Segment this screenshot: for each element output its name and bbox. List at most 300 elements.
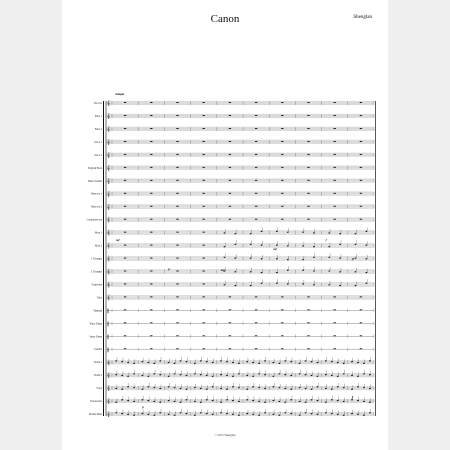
whole-rest [176, 232, 178, 233]
note-head [246, 361, 248, 362]
note-head [200, 360, 202, 361]
staff-label: Piccolo [94, 102, 102, 105]
note-head [325, 374, 327, 375]
whole-rest [124, 102, 126, 103]
note-head [290, 361, 292, 362]
note-head [194, 363, 196, 364]
note-head [206, 389, 208, 390]
note-head [337, 376, 339, 377]
clef-icon: ‖ [107, 307, 110, 314]
whole-rest [176, 284, 178, 285]
note-head [174, 363, 176, 364]
note-head [284, 360, 286, 361]
whole-rest [360, 154, 362, 155]
note-head [258, 401, 260, 402]
whole-rest [203, 193, 205, 194]
note-head [168, 362, 170, 363]
note-head [220, 374, 222, 375]
note-head [272, 400, 274, 401]
note-head [337, 400, 339, 401]
whole-rest [229, 206, 231, 207]
note-head [186, 399, 188, 400]
note-head [212, 362, 214, 363]
whole-rest [176, 335, 178, 336]
note-head [276, 245, 278, 246]
staff-label: Timpani [93, 309, 102, 313]
whole-rest [124, 219, 126, 220]
note-head [369, 360, 371, 361]
whole-rest [360, 193, 362, 194]
whole-rest [176, 115, 178, 116]
note-head [220, 402, 222, 403]
note-head [276, 258, 278, 259]
whole-rest [176, 180, 178, 181]
note-head [115, 388, 117, 389]
note-head [153, 373, 155, 374]
whole-rest [334, 128, 336, 129]
whole-rest [176, 258, 178, 259]
whole-rest [307, 141, 309, 142]
staff-label: Horn 1 [94, 231, 102, 235]
note-head [272, 376, 274, 377]
whole-rest [255, 167, 257, 168]
note-head [186, 413, 188, 414]
whole-rest [229, 141, 231, 142]
whole-rest [203, 219, 205, 220]
note-head [127, 362, 129, 363]
whole-rest [176, 193, 178, 194]
note-head [290, 399, 292, 400]
whole-rest [150, 167, 152, 168]
note-head [153, 363, 155, 364]
whole-rest [124, 284, 126, 285]
whole-rest [203, 284, 205, 285]
whole-rest [150, 284, 152, 285]
whole-rest [150, 258, 152, 259]
note-head [127, 414, 129, 415]
note-head [250, 285, 252, 286]
note-head [305, 374, 307, 375]
note-head [159, 374, 161, 375]
whole-rest [150, 348, 152, 349]
note-head [311, 413, 313, 414]
whole-rest [255, 219, 257, 220]
whole-rest [203, 102, 205, 103]
whole-rest [150, 193, 152, 194]
whole-rest [150, 180, 152, 181]
clef-icon: 𝄞 [107, 372, 110, 379]
whole-rest [360, 348, 362, 349]
note-head [357, 362, 359, 363]
note-head [200, 388, 202, 389]
note-head [121, 413, 123, 414]
note-head [261, 258, 263, 259]
whole-rest [150, 309, 152, 310]
note-head [180, 360, 182, 361]
note-head [287, 270, 289, 271]
note-head [264, 360, 266, 361]
whole-rest [360, 206, 362, 207]
note-head [339, 244, 341, 245]
note-head [121, 399, 123, 400]
note-head [252, 362, 254, 363]
note-head [212, 414, 214, 415]
whole-rest [150, 128, 152, 129]
clef-icon: 𝄞 [107, 126, 110, 133]
note-head [250, 271, 252, 272]
whole-rest [124, 167, 126, 168]
whole-rest [203, 258, 205, 259]
clef-icon: 𝄞 [107, 359, 110, 366]
note-head [278, 415, 280, 416]
whole-rest [203, 348, 205, 349]
whole-rest [150, 141, 152, 142]
note-head [246, 389, 248, 390]
note-head [328, 270, 330, 271]
note-head [313, 270, 315, 271]
note-head [133, 415, 135, 416]
note-head [232, 362, 234, 363]
note-head [272, 362, 274, 363]
whole-rest [307, 102, 309, 103]
note-head [305, 402, 307, 403]
dynamic-marking: f [325, 238, 327, 242]
note-head [127, 386, 129, 387]
whole-rest [150, 232, 152, 233]
whole-rest [124, 309, 126, 310]
whole-rest [203, 206, 205, 207]
whole-rest [229, 309, 231, 310]
clef-icon: 𝄞 [107, 230, 110, 237]
note-head [212, 376, 214, 377]
note-head [127, 376, 129, 377]
note-head [212, 386, 214, 387]
note-head [174, 415, 176, 416]
note-head [325, 360, 327, 361]
note-head [272, 414, 274, 415]
whole-rest [229, 193, 231, 194]
note-head [287, 283, 289, 284]
whole-rest [176, 154, 178, 155]
note-head [328, 284, 330, 285]
note-head [357, 376, 359, 377]
whole-rest [360, 219, 362, 220]
whole-rest [360, 167, 362, 168]
note-head [238, 401, 240, 402]
whole-rest [150, 102, 152, 103]
whole-rest [307, 348, 309, 349]
whole-rest [229, 115, 231, 116]
page-title: Canon [210, 13, 240, 25]
note-head [363, 387, 365, 388]
note-head [252, 376, 254, 377]
staff-label: C Trumpet [90, 257, 102, 261]
whole-rest [203, 309, 205, 310]
note-head [224, 232, 226, 233]
whole-rest [176, 348, 178, 349]
staff-label: Oboe 2 [94, 153, 102, 157]
note-head [317, 400, 319, 401]
note-head [305, 412, 307, 413]
score-page [62, 0, 388, 450]
whole-rest [229, 348, 231, 349]
note-head [365, 245, 367, 246]
note-head [287, 232, 289, 233]
note-head [224, 257, 226, 258]
note-head [232, 386, 234, 387]
note-head [363, 373, 365, 374]
note-head [357, 400, 359, 401]
clef-icon: 𝄞 [107, 204, 110, 211]
note-head [141, 399, 143, 400]
staff-label: Flute 2 [94, 127, 102, 131]
note-head [287, 259, 289, 260]
note-head [261, 283, 263, 284]
note-head [369, 412, 371, 413]
note-head [290, 375, 292, 376]
note-head [311, 375, 313, 376]
clef-icon: 𝄞 [107, 398, 110, 405]
whole-rest [229, 180, 231, 181]
note-head [355, 271, 357, 272]
whole-rest [255, 102, 257, 103]
note-head [220, 388, 222, 389]
clef-icon: ‖ [107, 320, 110, 327]
note-head [174, 387, 176, 388]
staff-label: Double Bass [88, 413, 102, 416]
note-head [153, 401, 155, 402]
note-head [278, 373, 280, 374]
note-head [331, 413, 333, 414]
note-head [355, 285, 357, 286]
note-head [200, 374, 202, 375]
whole-rest [307, 296, 309, 297]
clef-icon: 𝄞 [107, 165, 110, 172]
clef-icon: 𝄞 [107, 411, 110, 418]
whole-rest [360, 180, 362, 181]
note-head [258, 373, 260, 374]
whole-rest [307, 154, 309, 155]
whole-rest [176, 167, 178, 168]
whole-rest [150, 335, 152, 336]
note-head [290, 389, 292, 390]
dynamic-marking: ff [351, 257, 354, 261]
whole-rest [150, 219, 152, 220]
staff-label: Tuba [96, 296, 102, 300]
whole-rest [360, 141, 362, 142]
whole-rest [334, 219, 336, 220]
staff-label: Trombone [91, 283, 102, 287]
whole-rest [281, 102, 283, 103]
whole-rest [255, 206, 257, 207]
whole-rest [150, 322, 152, 323]
whole-rest [281, 335, 283, 336]
note-head [252, 414, 254, 415]
note-head [250, 244, 252, 245]
clef-icon: 𝄞 [107, 100, 110, 107]
whole-rest [124, 232, 126, 233]
note-head [168, 414, 170, 415]
whole-rest [176, 271, 178, 272]
note-head [317, 386, 319, 387]
note-head [234, 258, 236, 259]
clef-icon: 𝄞 [107, 256, 110, 263]
staff-label: Snare Drum [89, 335, 102, 339]
whole-rest [255, 193, 257, 194]
note-head [337, 414, 339, 415]
clef-icon: 𝄞 [107, 178, 110, 185]
whole-rest [124, 180, 126, 181]
note-head [284, 388, 286, 389]
whole-rest [124, 322, 126, 323]
note-head [343, 387, 345, 388]
note-head [234, 233, 236, 234]
whole-rest [360, 322, 362, 323]
whole-rest [124, 271, 126, 272]
note-head [284, 412, 286, 413]
whole-rest [360, 335, 362, 336]
note-head [363, 401, 365, 402]
note-head [278, 363, 280, 364]
whole-rest [281, 128, 283, 129]
note-head [287, 245, 289, 246]
whole-rest [334, 167, 336, 168]
whole-rest [334, 115, 336, 116]
whole-rest [176, 206, 178, 207]
whole-rest [281, 141, 283, 142]
whole-rest [176, 245, 178, 246]
whole-rest [203, 115, 205, 116]
whole-rest [203, 296, 205, 297]
note-head [276, 272, 278, 273]
whole-rest [307, 206, 309, 207]
staff-label: English Horn [88, 166, 102, 170]
note-head [206, 375, 208, 376]
note-head [290, 413, 292, 414]
whole-rest [176, 296, 178, 297]
whole-rest [281, 115, 283, 116]
note-head [232, 376, 234, 377]
whole-rest [334, 193, 336, 194]
note-head [194, 415, 196, 416]
whole-rest [229, 296, 231, 297]
whole-rest [255, 309, 257, 310]
note-head [278, 401, 280, 402]
note-head [226, 399, 228, 400]
note-head [246, 399, 248, 400]
note-head [299, 387, 301, 388]
note-head [313, 284, 315, 285]
whole-rest [203, 180, 205, 181]
note-head [357, 414, 359, 415]
note-head [226, 375, 228, 376]
whole-rest [360, 309, 362, 310]
staff-label: C Trumpet [90, 270, 102, 274]
note-head [343, 415, 345, 416]
whole-rest [203, 271, 205, 272]
whole-rest [334, 296, 336, 297]
note-head [363, 363, 365, 364]
note-head [224, 246, 226, 247]
whole-rest [281, 167, 283, 168]
staff-label: Contrabassoon [86, 218, 102, 222]
whole-rest [334, 102, 336, 103]
note-head [369, 388, 371, 389]
note-head [278, 387, 280, 388]
note-head [369, 374, 371, 375]
dynamic-marking: mp [220, 268, 225, 272]
note-head [252, 386, 254, 387]
note-head [121, 375, 123, 376]
clef-icon: 𝄞 [107, 217, 110, 224]
note-head [313, 246, 315, 247]
note-head [168, 400, 170, 401]
whole-rest [229, 219, 231, 220]
note-head [180, 402, 182, 403]
note-head [206, 399, 208, 400]
whole-rest [176, 141, 178, 142]
note-head [147, 400, 149, 401]
note-head [234, 285, 236, 286]
note-head [328, 232, 330, 233]
note-head [264, 374, 266, 375]
note-head [357, 386, 359, 387]
whole-rest [150, 206, 152, 207]
note-head [343, 363, 345, 364]
whole-rest [334, 180, 336, 181]
whole-rest [334, 141, 336, 142]
staff-label: Oboe 1 [94, 140, 102, 144]
note-head [337, 362, 339, 363]
note-head [232, 414, 234, 415]
composer-name: Shenglan [353, 15, 372, 20]
note-head [311, 399, 313, 400]
note-head [365, 258, 367, 259]
dynamic-marking: mf [273, 247, 277, 251]
note-head [159, 388, 161, 389]
note-head [180, 412, 182, 413]
note-head [276, 283, 278, 284]
clef-icon: ‖ [107, 346, 110, 353]
note-head [351, 375, 353, 376]
note-head [258, 415, 260, 416]
whole-rest [307, 128, 309, 129]
note-head [234, 271, 236, 272]
note-head [264, 388, 266, 389]
note-head [331, 399, 333, 400]
whole-rest [281, 180, 283, 181]
note-head [363, 415, 365, 416]
whole-rest [281, 348, 283, 349]
note-head [261, 231, 263, 232]
staff-label: Violin 1 [93, 361, 102, 365]
tempo-marking: Adagio [115, 92, 125, 96]
note-head [186, 361, 188, 362]
whole-rest [255, 335, 257, 336]
dynamic-marking: mf [116, 238, 120, 242]
whole-rest [176, 309, 178, 310]
whole-rest [176, 102, 178, 103]
note-head [343, 401, 345, 402]
clef-icon: 𝄞 [107, 282, 110, 289]
note-head [147, 376, 149, 377]
whole-rest [334, 335, 336, 336]
note-head [351, 389, 353, 390]
dynamic-marking: f [351, 395, 353, 399]
note-head [325, 412, 327, 413]
whole-rest [307, 219, 309, 220]
note-head [299, 415, 301, 416]
